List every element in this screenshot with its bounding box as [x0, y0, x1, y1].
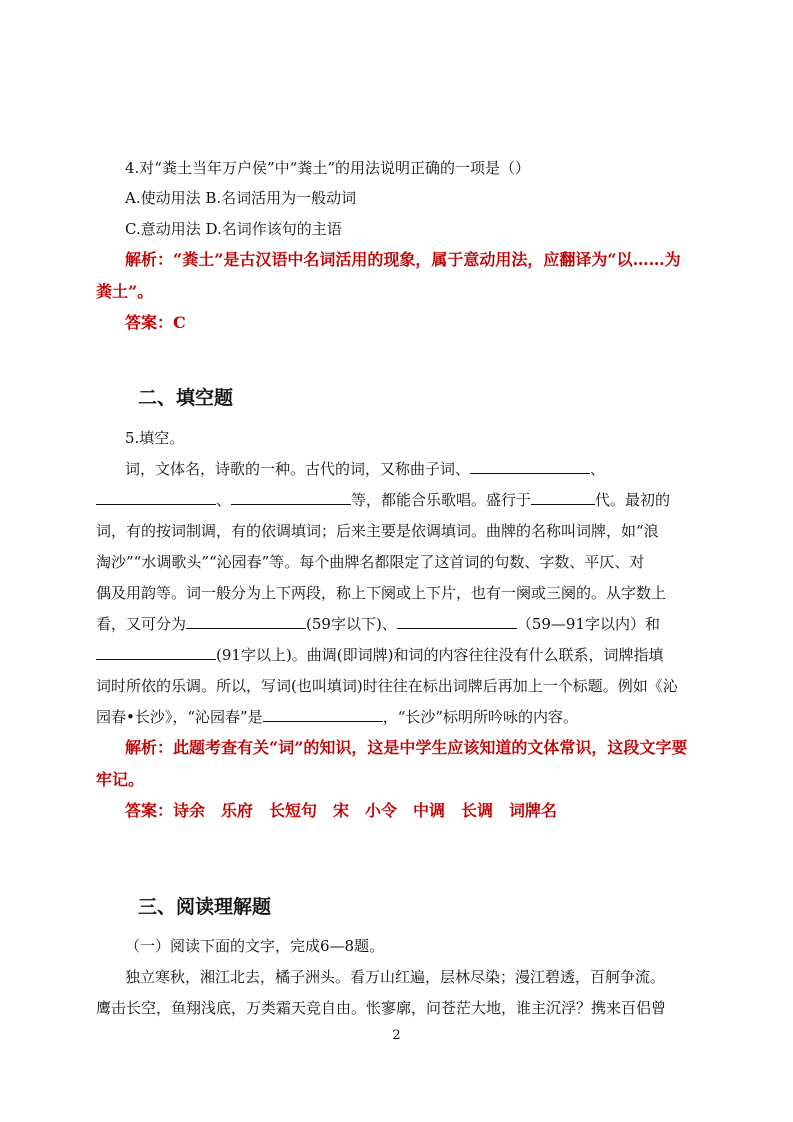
- q5-paragraph-line4: 淘沙”“水调歌头”“沁园春”等。每个曲牌名都限定了这首词的句数、字数、平仄、对: [96, 553, 645, 571]
- q5-paragraph-line6: [96, 614, 708, 634]
- q5-paragraph-line5: 偶及用韵等。词一般分为上下两段，称上下阕或上下片，也有一阕或三阕的。从字数上: [96, 584, 667, 602]
- poem-line1: 独立寒秋，湘江北去，橘子洲头。看万山红遍，层林尽染；漫江碧透，百舸争流。: [125, 968, 666, 986]
- q5-text: 看，又可分为: [96, 615, 187, 633]
- q5-text: 、: [590, 460, 606, 478]
- q5-paragraph-line9: [96, 707, 708, 727]
- blank-1: [470, 459, 590, 474]
- q5-text: 等，都能合乐歌唱。盛行于: [351, 491, 532, 509]
- q5-title: 5.填空。: [125, 429, 185, 447]
- q5-paragraph-line1: [125, 459, 737, 479]
- q5-text: 、: [216, 491, 232, 509]
- q5-text: （59—91字以内）和: [516, 615, 660, 633]
- page-number: 2: [392, 1028, 401, 1043]
- q5-text: 词，文体名，诗歌的一种。古代的词，又称曲子词、: [125, 460, 471, 478]
- blank-3: [231, 490, 351, 505]
- q5-paragraph-line7: [96, 645, 708, 665]
- q5-analysis-line1: 解析：此题考查有关“词”的知识，这是中学生应该知道的文体常识，这段文字要: [125, 738, 688, 757]
- q5-answer: 答案：诗余 乐府 长短句 宋 小令 中调 长调 词牌名: [125, 801, 558, 820]
- blank-5: [186, 614, 306, 629]
- q5-text: (91字以上)。曲调(即词牌)和词的内容往往没有什么联系，词牌指填: [216, 646, 664, 664]
- q5-text: ，“长沙”标明所吟咏的内容。: [382, 708, 579, 726]
- section3-title: 三、阅读理解题: [138, 896, 272, 918]
- q4-analysis-line2: 粪土”。: [96, 282, 154, 301]
- q4-options-cd: C.意动用法 D.名词作该句的主语: [125, 220, 342, 238]
- q4-answer: 答案：C: [125, 313, 186, 332]
- section3-sub: （一）阅读下面的文字，完成6—8题。: [125, 937, 385, 955]
- q5-text: (59字以下)、: [306, 615, 397, 633]
- q5-paragraph-line8: 词时所依的乐调。所以，写词(也叫填词)时往往在标出词牌后再加上一个标题。例如《沁: [96, 677, 678, 695]
- q4-analysis-line1: 解析：“粪土”是古汉语中名词活用的现象，属于意动用法，应翻译为“以……为: [125, 250, 681, 269]
- q5-text: 代。最初的: [595, 491, 671, 509]
- blank-4: [531, 490, 595, 505]
- poem-line2: 鹰击长空，鱼翔浅底，万类霜天竞自由。怅寥廓，问苍茫大地，谁主沉浮？携来百侣曾: [96, 999, 667, 1017]
- q5-paragraph-line3: 词，有的按词制调，有的依调填词；后来主要是依调填词。曲牌的名称叫词牌，如“浪: [96, 522, 659, 540]
- q5-paragraph-line2: [96, 490, 708, 510]
- q4-stem: 4.对“粪土当年万户侯”中“粪土”的用法说明正确的一项是（）: [125, 159, 530, 177]
- q5-text: 园春•长沙》，“沁园春”是: [96, 708, 263, 726]
- blank-2: [96, 490, 216, 505]
- blank-7: [96, 645, 216, 660]
- blank-6: [397, 614, 517, 629]
- blank-8: [263, 707, 383, 722]
- q5-analysis-line2: 牢记。: [96, 770, 145, 789]
- q4-options-ab: A.使动用法 B.名词活用为一般动词: [125, 189, 357, 207]
- section2-title: 二、填空题: [138, 387, 234, 409]
